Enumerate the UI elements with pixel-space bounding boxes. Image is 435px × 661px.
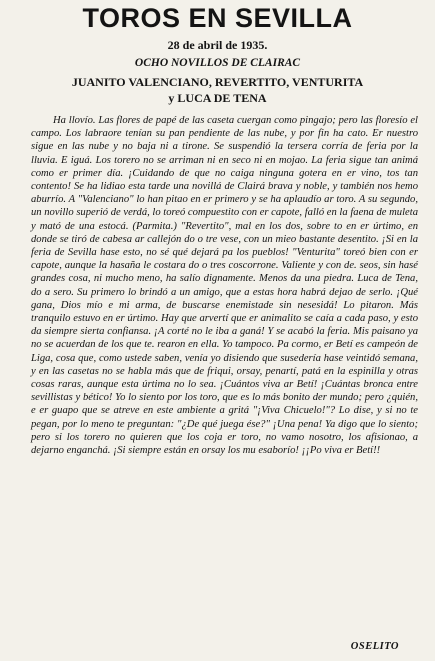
article-body: Ha llovío. Las flores de papé de las caseta cuergan como pingajo; pero las floresío el campo. Los labraore tenían su pan pendiente de las nube, y por fin ha cato. Er nuestro sigue en las nube y no baja ni a tirone. Se suspendió la tersera corría de feria por la lluvia. E iguá. Los torero no se arriman ni en seco ni en mojao. La feria sigue tan animá como er primer día. ¡Cuidando de que no caiga ninguna gotera en er vino, tos tan contento! Se ha lidiao esta tarde una novillá de Clairá brava y noble, y también nos hemo aburrío. A "Valenciano" lo han pitao en er primero y se ha aplaudío ar toro. A su segundo, un novillo superió de verdá, lo toreó compuestito con er capote, falló en la faena de muleta y mató de una estocá. (Parmita.) "Revertito", mal en los dos, sobre to en er úrtimo, en donde se tiró de cabesa ar callejón do o tre vese, con un mieo bastante desentito. ¡Si en la feria de Sevilla hase esto, no sé qué dejará pa los pueblos! "Venturita" toreó bien con er capote, aunque la hasaña le costara do o tres coscorrone. Valiente y con de. seos, sin hasé grandes cosa, ni mucho meno, ha salío dignamente. Menos da una piedra. Luca de Tena, do a sero. Su primero lo brindó a un amigo, que a estas hora habrá dejao de serlo. ¡Qué gana, Dios mío e mi arma, de buscarse enemistade sin nesesidá! Lo pitaron. Más tranquilo estuvo en er úrtimo. Hay que arvertí que er animalito se caía a cada paso, y esto da siempre sierta confiansa. ¡A corté no le iba a ganá! Y se acabó la feria. Mis paisano ya no se acuerdan de los que te. rearon en ella. Yo tampoco. Pa cormo, er Betí es campeón de Liga, cosa que, como ustede saben, venía yo disiendo que susedería hase veintidó semana, y en las casetas no se habla más que de friqui, orsay, penartí, patá en la espinilla y otras cosas raras, aunque esta úrtima no lo sea. ¡Cuántos viva ar Betí! ¡Cuántas bronca entre sevillistas y bético! Yo lo siento por los toro, que es lo más bonito der mundo; pero ¿quién, e er guapo que se atreve en este ambiente a gritá "¡Viva Chicuelo!"? Lo dise, y si no te pegan, por lo meno te preguntan: "¿De qué juega ése?" ¡Una pena! Ya digo que lo siento; pero si los torero no quieren que los coja er toro, no vamo nosotro, los afisionao, a dejarno enganchá. ¡Si siempre están en orsay los mu esaborío! ¡¡Po viva er Betí!! [31, 115, 418, 457]
article-names [0, 74, 435, 106]
names-line-2: y LUCA DE TENA [168, 91, 267, 105]
article-dateline: 28 de abril de 1935. [167, 38, 268, 52]
article-headline: TOROS EN SEVILLA [82, 3, 353, 33]
article-signature: OSELITO [350, 641, 399, 652]
names-line-1: JUANITO VALENCIANO, REVERTITO, VENTURITA [71, 75, 364, 89]
article-subtitle: OCHO NOVILLOS DE CLAIRAC [134, 57, 301, 69]
